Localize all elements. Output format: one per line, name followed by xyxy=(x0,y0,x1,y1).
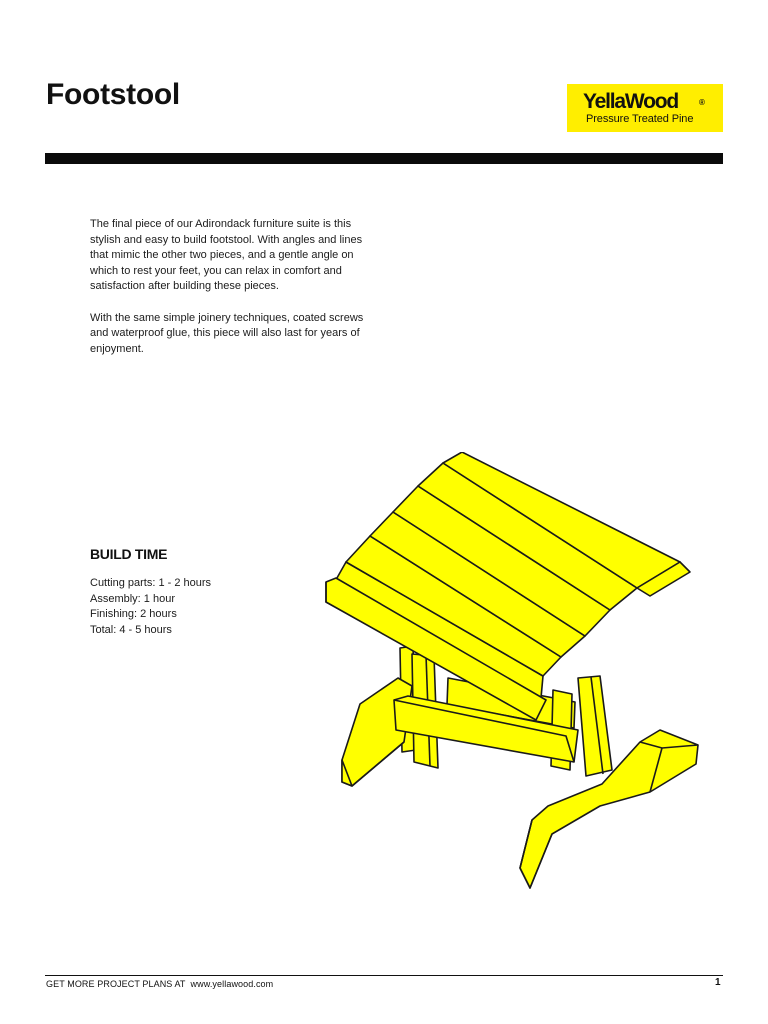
registered-mark: ® xyxy=(699,98,705,107)
footer-url-link[interactable]: www.yellawood.com xyxy=(190,979,274,989)
footer-rule xyxy=(45,975,723,976)
logo-wordmark: YellaWood xyxy=(583,90,678,113)
build-time-heading: BUILD TIME xyxy=(90,546,168,562)
build-time-item: Assembly: 1 hour xyxy=(90,592,175,605)
intro-text xyxy=(90,217,380,373)
intro-paragraph: With the same simple joinery techniques, coated screws and waterproof glue, this piece will also last for years of enjoyment. xyxy=(90,311,364,355)
build-time-list xyxy=(90,576,211,638)
left-foot xyxy=(342,678,412,786)
footer-cta xyxy=(46,979,273,989)
build-time-item: Total: 4 - 5 hours xyxy=(90,623,172,636)
yellawood-logo xyxy=(567,84,723,132)
build-time-item: Finishing: 2 hours xyxy=(90,608,177,621)
page-title: Footstool xyxy=(46,78,180,111)
header-rule xyxy=(45,153,723,164)
footer-cta-label: GET MORE PROJECT PLANS AT xyxy=(46,979,186,989)
build-time-item: Cutting parts: 1 - 2 hours xyxy=(90,577,212,589)
logo-tagline: Pressure Treated Pine xyxy=(586,113,694,125)
footstool-illustration xyxy=(320,452,710,902)
right-leg xyxy=(578,676,612,776)
page-number: 1 xyxy=(715,977,721,988)
intro-paragraph: The final piece of our Adirondack furniture suite is this stylish and easy to build footstool. With angles and lines that mimic the other two pieces, and a gentle angle on which to rest your feet, you can relax in comfort and satisfaction after building these pieces. xyxy=(90,218,363,293)
